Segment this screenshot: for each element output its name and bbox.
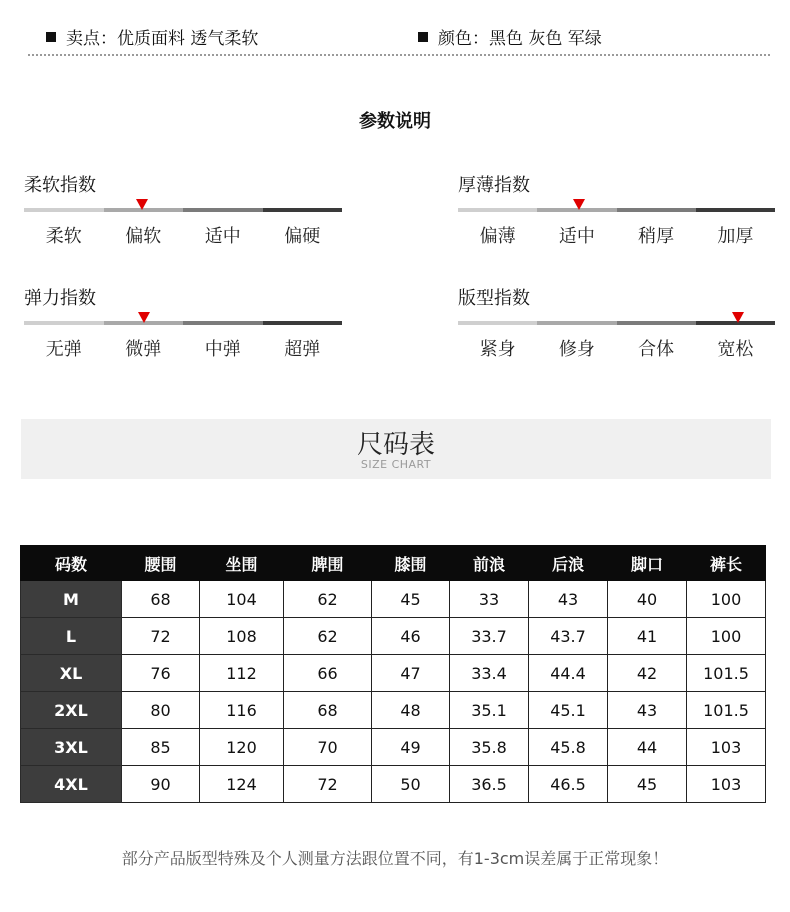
index-option: 稍厚 — [638, 226, 675, 247]
table-cell: 42 — [608, 655, 687, 692]
table-cell: 100 — [687, 581, 766, 618]
selected-marker-icon — [732, 312, 744, 323]
selected-marker-icon — [136, 199, 148, 210]
table-cell: 80 — [122, 692, 200, 729]
size-cell: XL — [21, 655, 122, 692]
table-cell: 45.8 — [529, 729, 608, 766]
table-cell: 41 — [608, 618, 687, 655]
index-option: 适中 — [204, 226, 241, 247]
table-cell: 33.7 — [450, 618, 529, 655]
column-header: 后浪 — [529, 546, 608, 581]
table-cell: 33 — [450, 581, 529, 618]
index-scale — [24, 208, 342, 212]
index-labels — [24, 335, 342, 361]
table-cell: 36.5 — [450, 766, 529, 803]
table-cell: 46 — [372, 618, 450, 655]
bullet-square-icon — [46, 32, 56, 42]
table-cell: 46.5 — [529, 766, 608, 803]
table-cell: 68 — [122, 581, 200, 618]
index-option: 无弹 — [45, 339, 82, 360]
index-labels — [24, 222, 342, 248]
selling-point-value: 优质面料 透气柔软 — [117, 29, 259, 49]
table-cell: 33.4 — [450, 655, 529, 692]
table-cell: 124 — [200, 766, 284, 803]
table-cell: 90 — [122, 766, 200, 803]
size-cell: L — [21, 618, 122, 655]
table-cell: 50 — [372, 766, 450, 803]
color-label: 颜色： — [438, 29, 489, 49]
table-cell: 44 — [608, 729, 687, 766]
index-title: 柔软指数 — [24, 175, 96, 196]
table-row — [21, 729, 766, 766]
table-row — [21, 581, 766, 618]
table-cell: 72 — [284, 766, 372, 803]
size-table — [20, 545, 766, 803]
selling-point — [46, 24, 258, 49]
footnote: 部分产品版型特殊及个人测量方法跟位置不同，有1-3cm误差属于正常现象！ — [121, 849, 669, 868]
table-cell: 108 — [200, 618, 284, 655]
column-header: 腰围 — [122, 546, 200, 581]
table-cell: 43 — [529, 581, 608, 618]
column-header: 码数 — [21, 546, 122, 581]
table-cell: 48 — [372, 692, 450, 729]
selected-marker-icon — [138, 312, 150, 323]
table-cell: 103 — [687, 729, 766, 766]
selling-point-label: 卖点： — [66, 29, 117, 49]
column-header: 膝围 — [372, 546, 450, 581]
index-option: 加厚 — [717, 226, 754, 247]
table-cell: 66 — [284, 655, 372, 692]
index-scale — [458, 208, 775, 212]
size-chart-banner — [21, 419, 771, 479]
table-row — [21, 618, 766, 655]
table-cell: 112 — [200, 655, 284, 692]
table-cell: 62 — [284, 581, 372, 618]
column-header: 裤长 — [687, 546, 766, 581]
size-chart-title: 尺码表 — [356, 430, 435, 460]
index-scale — [24, 321, 342, 325]
index-option: 超弹 — [284, 339, 321, 360]
table-cell: 35.8 — [450, 729, 529, 766]
index-title: 厚薄指数 — [458, 175, 530, 196]
index-labels — [458, 335, 775, 361]
table-cell: 43.7 — [529, 618, 608, 655]
index-option: 偏薄 — [479, 226, 516, 247]
size-chart-subtitle: SIZE CHART — [360, 458, 432, 471]
column-header: 坐围 — [200, 546, 284, 581]
table-cell: 104 — [200, 581, 284, 618]
table-cell: 101.5 — [687, 692, 766, 729]
column-header: 前浪 — [450, 546, 529, 581]
index-scale — [458, 321, 775, 325]
index-option: 适中 — [558, 226, 595, 247]
table-cell: 40 — [608, 581, 687, 618]
color-value: 黑色 灰色 军绿 — [489, 29, 602, 49]
params-title: 参数说明 — [359, 111, 431, 132]
table-cell: 35.1 — [450, 692, 529, 729]
table-cell: 76 — [122, 655, 200, 692]
table-cell: 49 — [372, 729, 450, 766]
table-cell: 47 — [372, 655, 450, 692]
column-header: 脾围 — [284, 546, 372, 581]
table-cell: 72 — [122, 618, 200, 655]
table-cell: 68 — [284, 692, 372, 729]
table-cell: 62 — [284, 618, 372, 655]
table-cell: 45 — [608, 766, 687, 803]
table-cell: 101.5 — [687, 655, 766, 692]
dotted-divider — [28, 54, 770, 56]
table-cell: 100 — [687, 618, 766, 655]
index-option: 宽松 — [717, 339, 754, 360]
index-option: 紧身 — [479, 339, 516, 360]
table-cell: 70 — [284, 729, 372, 766]
color-info — [418, 24, 602, 49]
index-title: 版型指数 — [458, 288, 530, 309]
table-cell: 45.1 — [529, 692, 608, 729]
size-cell: 2XL — [21, 692, 122, 729]
index-option: 偏软 — [125, 226, 162, 247]
index-option: 偏硬 — [284, 226, 321, 247]
selected-marker-icon — [573, 199, 585, 210]
size-cell: 4XL — [21, 766, 122, 803]
index-option: 柔软 — [45, 226, 82, 247]
table-cell: 44.4 — [529, 655, 608, 692]
index-option: 微弹 — [125, 339, 162, 360]
index-labels — [458, 222, 775, 248]
bullet-square-icon — [418, 32, 428, 42]
table-cell: 45 — [372, 581, 450, 618]
table-cell: 116 — [200, 692, 284, 729]
table-row — [21, 655, 766, 692]
table-cell: 120 — [200, 729, 284, 766]
table-cell: 85 — [122, 729, 200, 766]
column-header: 脚口 — [608, 546, 687, 581]
index-option: 合体 — [638, 339, 675, 360]
index-title: 弹力指数 — [24, 288, 96, 309]
size-cell: M — [21, 581, 122, 618]
table-row — [21, 766, 766, 803]
index-option: 中弹 — [204, 339, 241, 360]
table-cell: 43 — [608, 692, 687, 729]
table-cell: 103 — [687, 766, 766, 803]
table-header-row — [21, 546, 766, 581]
table-row — [21, 692, 766, 729]
size-cell: 3XL — [21, 729, 122, 766]
index-option: 修身 — [558, 339, 595, 360]
